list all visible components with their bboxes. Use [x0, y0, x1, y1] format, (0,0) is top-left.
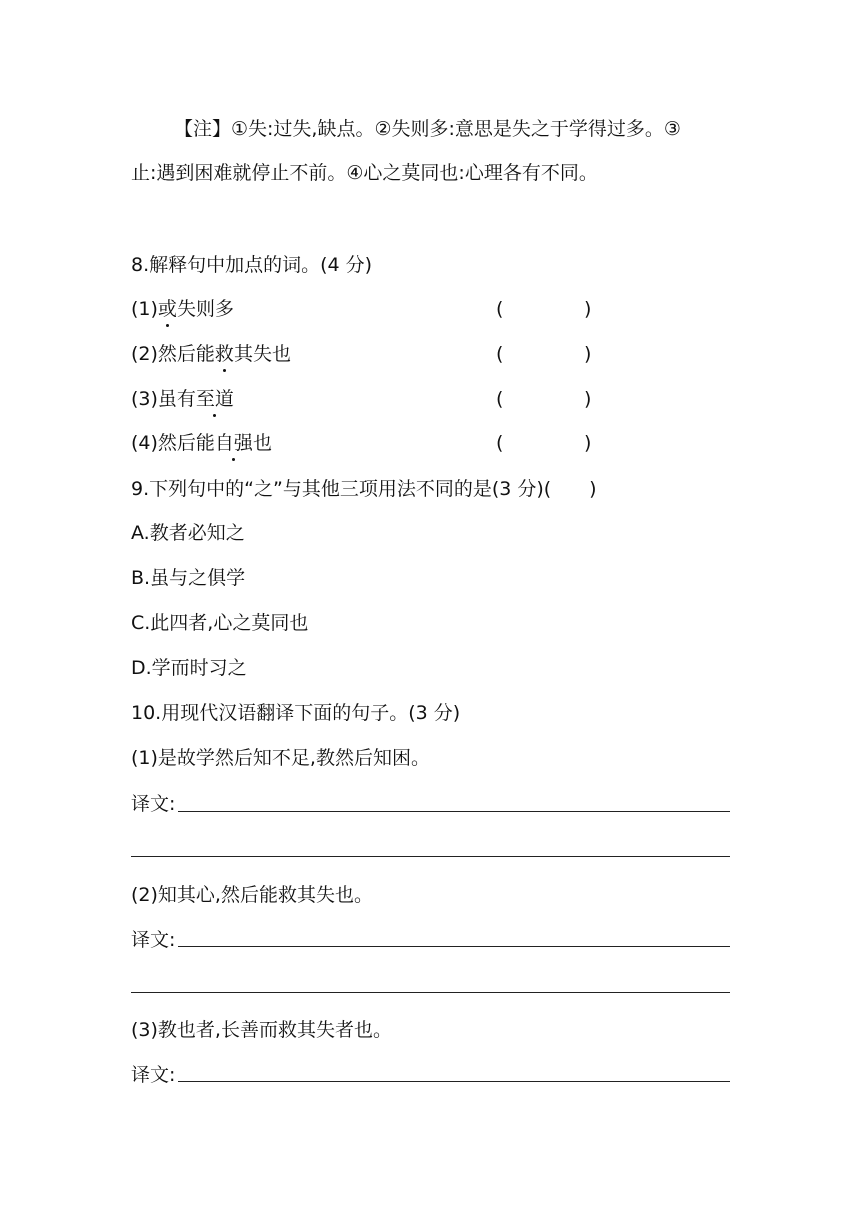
answer-line-1a[interactable]: [178, 811, 730, 812]
answer-paren-close-2: ): [584, 343, 592, 365]
q9-option-d[interactable]: D.学而时习之: [131, 657, 247, 679]
answer-line-2b[interactable]: [131, 992, 730, 993]
q10-item-2: (2)知其心,然后能救其失也。: [131, 884, 373, 906]
dotted-word: 救: [214, 343, 234, 365]
note-line-2: 止:遇到困难就停止不前。④心之莫同也:心理各有不同。: [131, 162, 598, 184]
answer-paren-close-1: ): [584, 298, 592, 320]
q8-item-4: (4)然后能自强也: [131, 432, 272, 454]
answer-paren-close-4: ): [584, 432, 592, 454]
q9-option-c[interactable]: C.此四者,心之莫同也: [131, 612, 309, 634]
answer-paren-open-1[interactable]: (: [496, 298, 504, 320]
q9-option-a[interactable]: A.教者必知之: [131, 522, 245, 544]
q8-item-3: (3)虽有至道: [131, 388, 234, 410]
answer-paren-open-3[interactable]: (: [496, 388, 504, 410]
answer-line-1b[interactable]: [131, 856, 730, 857]
q10-item-1: (1)是故学然后知不足,教然后知困。: [131, 747, 430, 769]
answer-paren-close-3: ): [584, 388, 592, 410]
answer-line-3a[interactable]: [178, 1081, 730, 1082]
q8-item-2: (2)然后能救其失也: [131, 343, 291, 365]
q8-item-1: (1)或失则多: [131, 298, 234, 320]
answer-paren-open-4[interactable]: (: [496, 432, 504, 454]
q10-item-3: (3)教也者,长善而救其失者也。: [131, 1019, 392, 1041]
dotted-word: 至道: [195, 388, 234, 410]
q9-title: 9.下列句中的“之”与其他三项用法不同的是(3 分)( ): [131, 478, 597, 500]
answer-label-1: 译文:: [131, 793, 176, 815]
q8-title: 8.解释句中加点的词。(4 分): [131, 254, 373, 276]
q10-title: 10.用现代汉语翻译下面的句子。(3 分): [131, 702, 461, 724]
q9-option-b[interactable]: B.虽与之俱学: [131, 567, 246, 589]
note-line-1: 【注】①失:过失,缺点。②失则多:意思是失之于学得过多。③: [174, 118, 681, 140]
dotted-word: 自强: [214, 432, 253, 454]
dotted-word: 或: [157, 298, 177, 320]
answer-line-2a[interactable]: [178, 946, 730, 947]
answer-label-2: 译文:: [131, 929, 176, 951]
answer-label-3: 译文:: [131, 1064, 176, 1086]
answer-paren-open-2[interactable]: (: [496, 343, 504, 365]
